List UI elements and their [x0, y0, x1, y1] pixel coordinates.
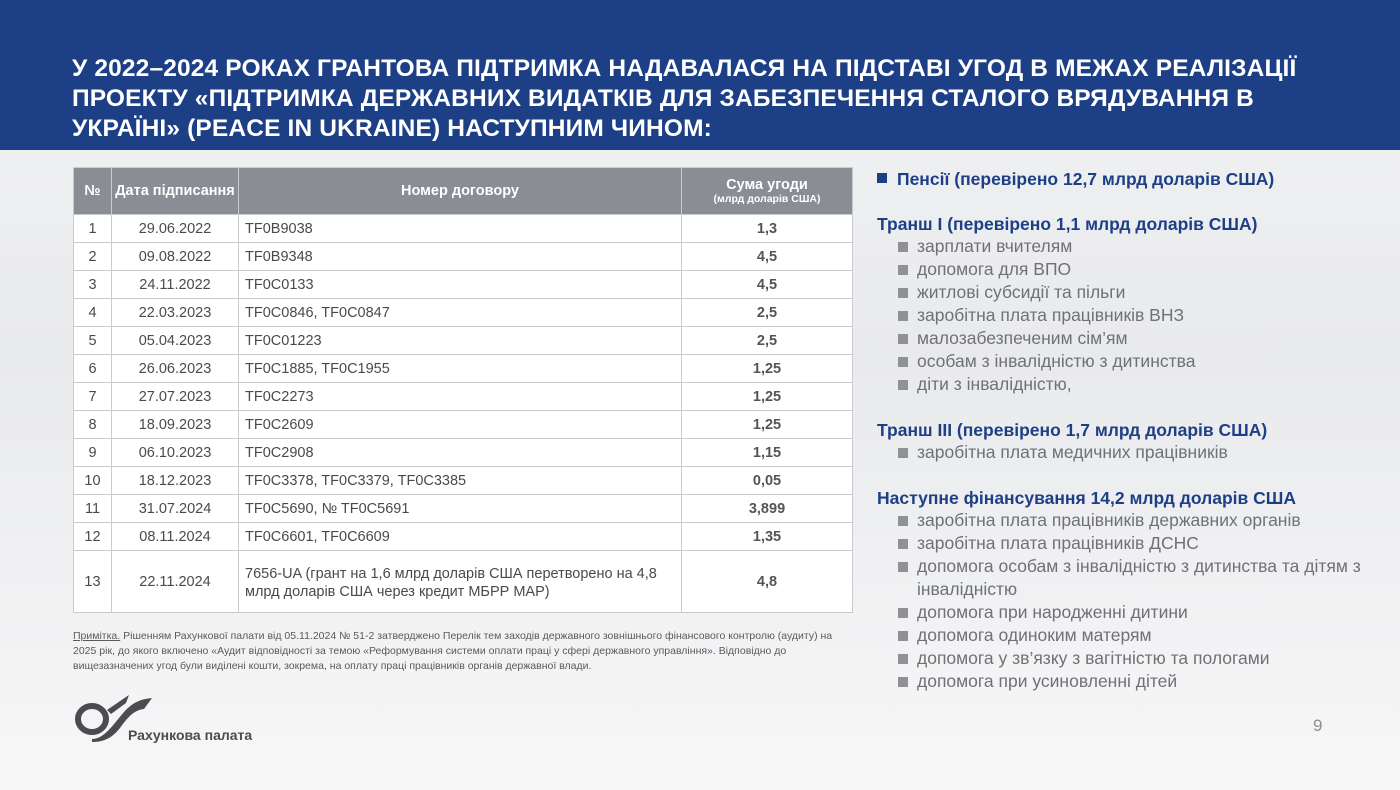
row-date: 26.06.2023 [112, 355, 239, 383]
row-date: 24.11.2022 [112, 271, 239, 299]
row-amount: 1,25 [682, 411, 853, 439]
row-amount: 1,3 [682, 215, 853, 243]
row-amount: 4,5 [682, 243, 853, 271]
row-number: 7 [74, 383, 112, 411]
agreements-table [73, 167, 853, 613]
table-row [74, 551, 853, 613]
list-item: заробітна плата працівників ДСНС [897, 532, 1377, 555]
slide-title: У 2022–2024 РОКАХ ГРАНТОВА ПІДТРИМКА НАДАВАЛАСЯ НА ПІДСТАВІ УГОД В МЕЖАХ РЕАЛІЗАЦІЇ ПРОЕКТУ «ПІДТРИМКА ДЕРЖАВНИХ ВИДАТКІВ ДЛЯ ЗАБЕЗПЕЧЕННЯ СТАЛОГО ВРЯДУВАННЯ В УКРАЇНІ» (PEACE IN UKRAINE) НАСТУПНИМ ЧИНОМ: [72, 55, 1297, 142]
table-header-row [74, 168, 853, 215]
table-body [74, 215, 853, 613]
header-date: Дата підписання [112, 168, 239, 215]
row-contract: TF0B9038 [239, 215, 682, 243]
row-date: 18.12.2023 [112, 467, 239, 495]
table-row [74, 383, 853, 411]
row-amount: 1,25 [682, 355, 853, 383]
row-amount: 1,25 [682, 383, 853, 411]
row-date: 22.11.2024 [112, 551, 239, 613]
row-contract: TF0C1885, TF0C1955 [239, 355, 682, 383]
header-amount-label: Сума угоди [726, 177, 808, 193]
row-contract: TF0C5690, № TF0C5691 [239, 495, 682, 523]
list-item: допомога для ВПО [897, 258, 1377, 281]
tranche1-list [877, 235, 1377, 396]
row-number: 6 [74, 355, 112, 383]
header-contract: Номер договору [239, 168, 682, 215]
table-row [74, 411, 853, 439]
header-num: № [74, 168, 112, 215]
list-item: допомога при народженні дитини [897, 601, 1377, 624]
row-contract: TF0C2609 [239, 411, 682, 439]
next-funding-heading: Наступне фінансування 14,2 млрд доларів США [877, 488, 1297, 508]
row-amount: 1,35 [682, 523, 853, 551]
row-date: 18.09.2023 [112, 411, 239, 439]
list-item: заробітна плата працівників державних органів [897, 509, 1377, 532]
row-date: 06.10.2023 [112, 439, 239, 467]
row-contract: TF0B9348 [239, 243, 682, 271]
pensions-heading [877, 168, 1377, 190]
row-number: 1 [74, 215, 112, 243]
row-contract: 7656-UA (грант на 1,6 млрд доларів США перетворено на 4,8 млрд доларів США через кредит МБРР MAP) [239, 551, 682, 613]
footnote-label: Примітка. [73, 630, 121, 642]
table-row [74, 355, 853, 383]
row-amount: 4,8 [682, 551, 853, 613]
row-date: 22.03.2023 [112, 299, 239, 327]
row-date: 29.06.2022 [112, 215, 239, 243]
row-date: 27.07.2023 [112, 383, 239, 411]
footnote [73, 629, 858, 674]
row-contract: TF0C0846, TF0C0847 [239, 299, 682, 327]
list-item: житлові субсидії та пільги [897, 281, 1377, 304]
table-row [74, 271, 853, 299]
row-date: 08.11.2024 [112, 523, 239, 551]
list-item: допомога у зв’язку з вагітністю та пологами [897, 647, 1377, 670]
row-contract: TF0C3378, TF0C3379, TF0C3385 [239, 467, 682, 495]
title-banner [0, 0, 1400, 150]
page-number: 9 [1313, 716, 1323, 735]
agreements-table-container [73, 167, 852, 613]
list-item: особам з інвалідністю з дитинства [897, 350, 1377, 373]
row-contract: TF0C2273 [239, 383, 682, 411]
list-item: допомога при усиновленні дітей [897, 670, 1377, 693]
table-row [74, 215, 853, 243]
row-number: 4 [74, 299, 112, 327]
row-contract: TF0C6601, TF0C6609 [239, 523, 682, 551]
row-amount: 1,15 [682, 439, 853, 467]
row-number: 11 [74, 495, 112, 523]
list-item: заробітна плата працівників ВНЗ [897, 304, 1377, 327]
funding-summary [877, 168, 1377, 693]
row-number: 12 [74, 523, 112, 551]
list-item: зарплати вчителям [897, 235, 1377, 258]
row-number: 13 [74, 551, 112, 613]
row-number: 10 [74, 467, 112, 495]
row-number: 8 [74, 411, 112, 439]
row-date: 09.08.2022 [112, 243, 239, 271]
row-number: 3 [74, 271, 112, 299]
tranche3-list [877, 441, 1377, 464]
header-amount-unit: (млрд доларів США) [713, 193, 821, 205]
row-amount: 2,5 [682, 327, 853, 355]
row-amount: 4,5 [682, 271, 853, 299]
table-row [74, 439, 853, 467]
row-contract: TF0C01223 [239, 327, 682, 355]
row-number: 2 [74, 243, 112, 271]
header-amount [682, 168, 853, 215]
row-contract: TF0C2908 [239, 439, 682, 467]
row-amount: 3,899 [682, 495, 853, 523]
row-contract: TF0C0133 [239, 271, 682, 299]
list-item: діти з інвалідністю, [897, 373, 1377, 396]
tranche1-heading: Транш І (перевірено 1,1 млрд доларів США) [877, 214, 1258, 234]
row-number: 9 [74, 439, 112, 467]
table-row [74, 299, 853, 327]
table-row [74, 327, 853, 355]
list-item: малозабезпеченим сім’ям [897, 327, 1377, 350]
pensions-text: Пенсії (перевірено 12,7 млрд доларів США) [897, 169, 1275, 189]
table-row [74, 467, 853, 495]
list-item: заробітна плата медичних працівників [897, 441, 1377, 464]
next-funding-list [877, 509, 1377, 693]
table-row [74, 243, 853, 271]
table-row [74, 495, 853, 523]
row-amount: 2,5 [682, 299, 853, 327]
tranche3-heading: Транш ІІІ (перевірено 1,7 млрд доларів США) [877, 420, 1268, 440]
row-number: 5 [74, 327, 112, 355]
logo-text: Рахункова палата [128, 727, 253, 743]
list-item: допомога одиноким матерям [897, 624, 1377, 647]
footnote-text: Рішенням Рахункової палати від 05.11.2024 № 51-2 затверджено Перелік тем заходів державного зовнішнього фінансового контролю (аудиту) на 2025 рік, до якого включено «Аудит відповідності за темою «Реформування системи оплати праці у сфері державного управління». Відповідно до вищезазначених угод були виділені кошти, зокрема, на оплату праці працівників органів державної влади. [73, 630, 833, 672]
list-item: допомога особам з інвалідністю з дитинства та дітям з інвалідністю [897, 555, 1377, 601]
table-row [74, 523, 853, 551]
row-date: 05.04.2023 [112, 327, 239, 355]
row-amount: 0,05 [682, 467, 853, 495]
row-date: 31.07.2024 [112, 495, 239, 523]
square-bullet-icon [877, 173, 887, 183]
